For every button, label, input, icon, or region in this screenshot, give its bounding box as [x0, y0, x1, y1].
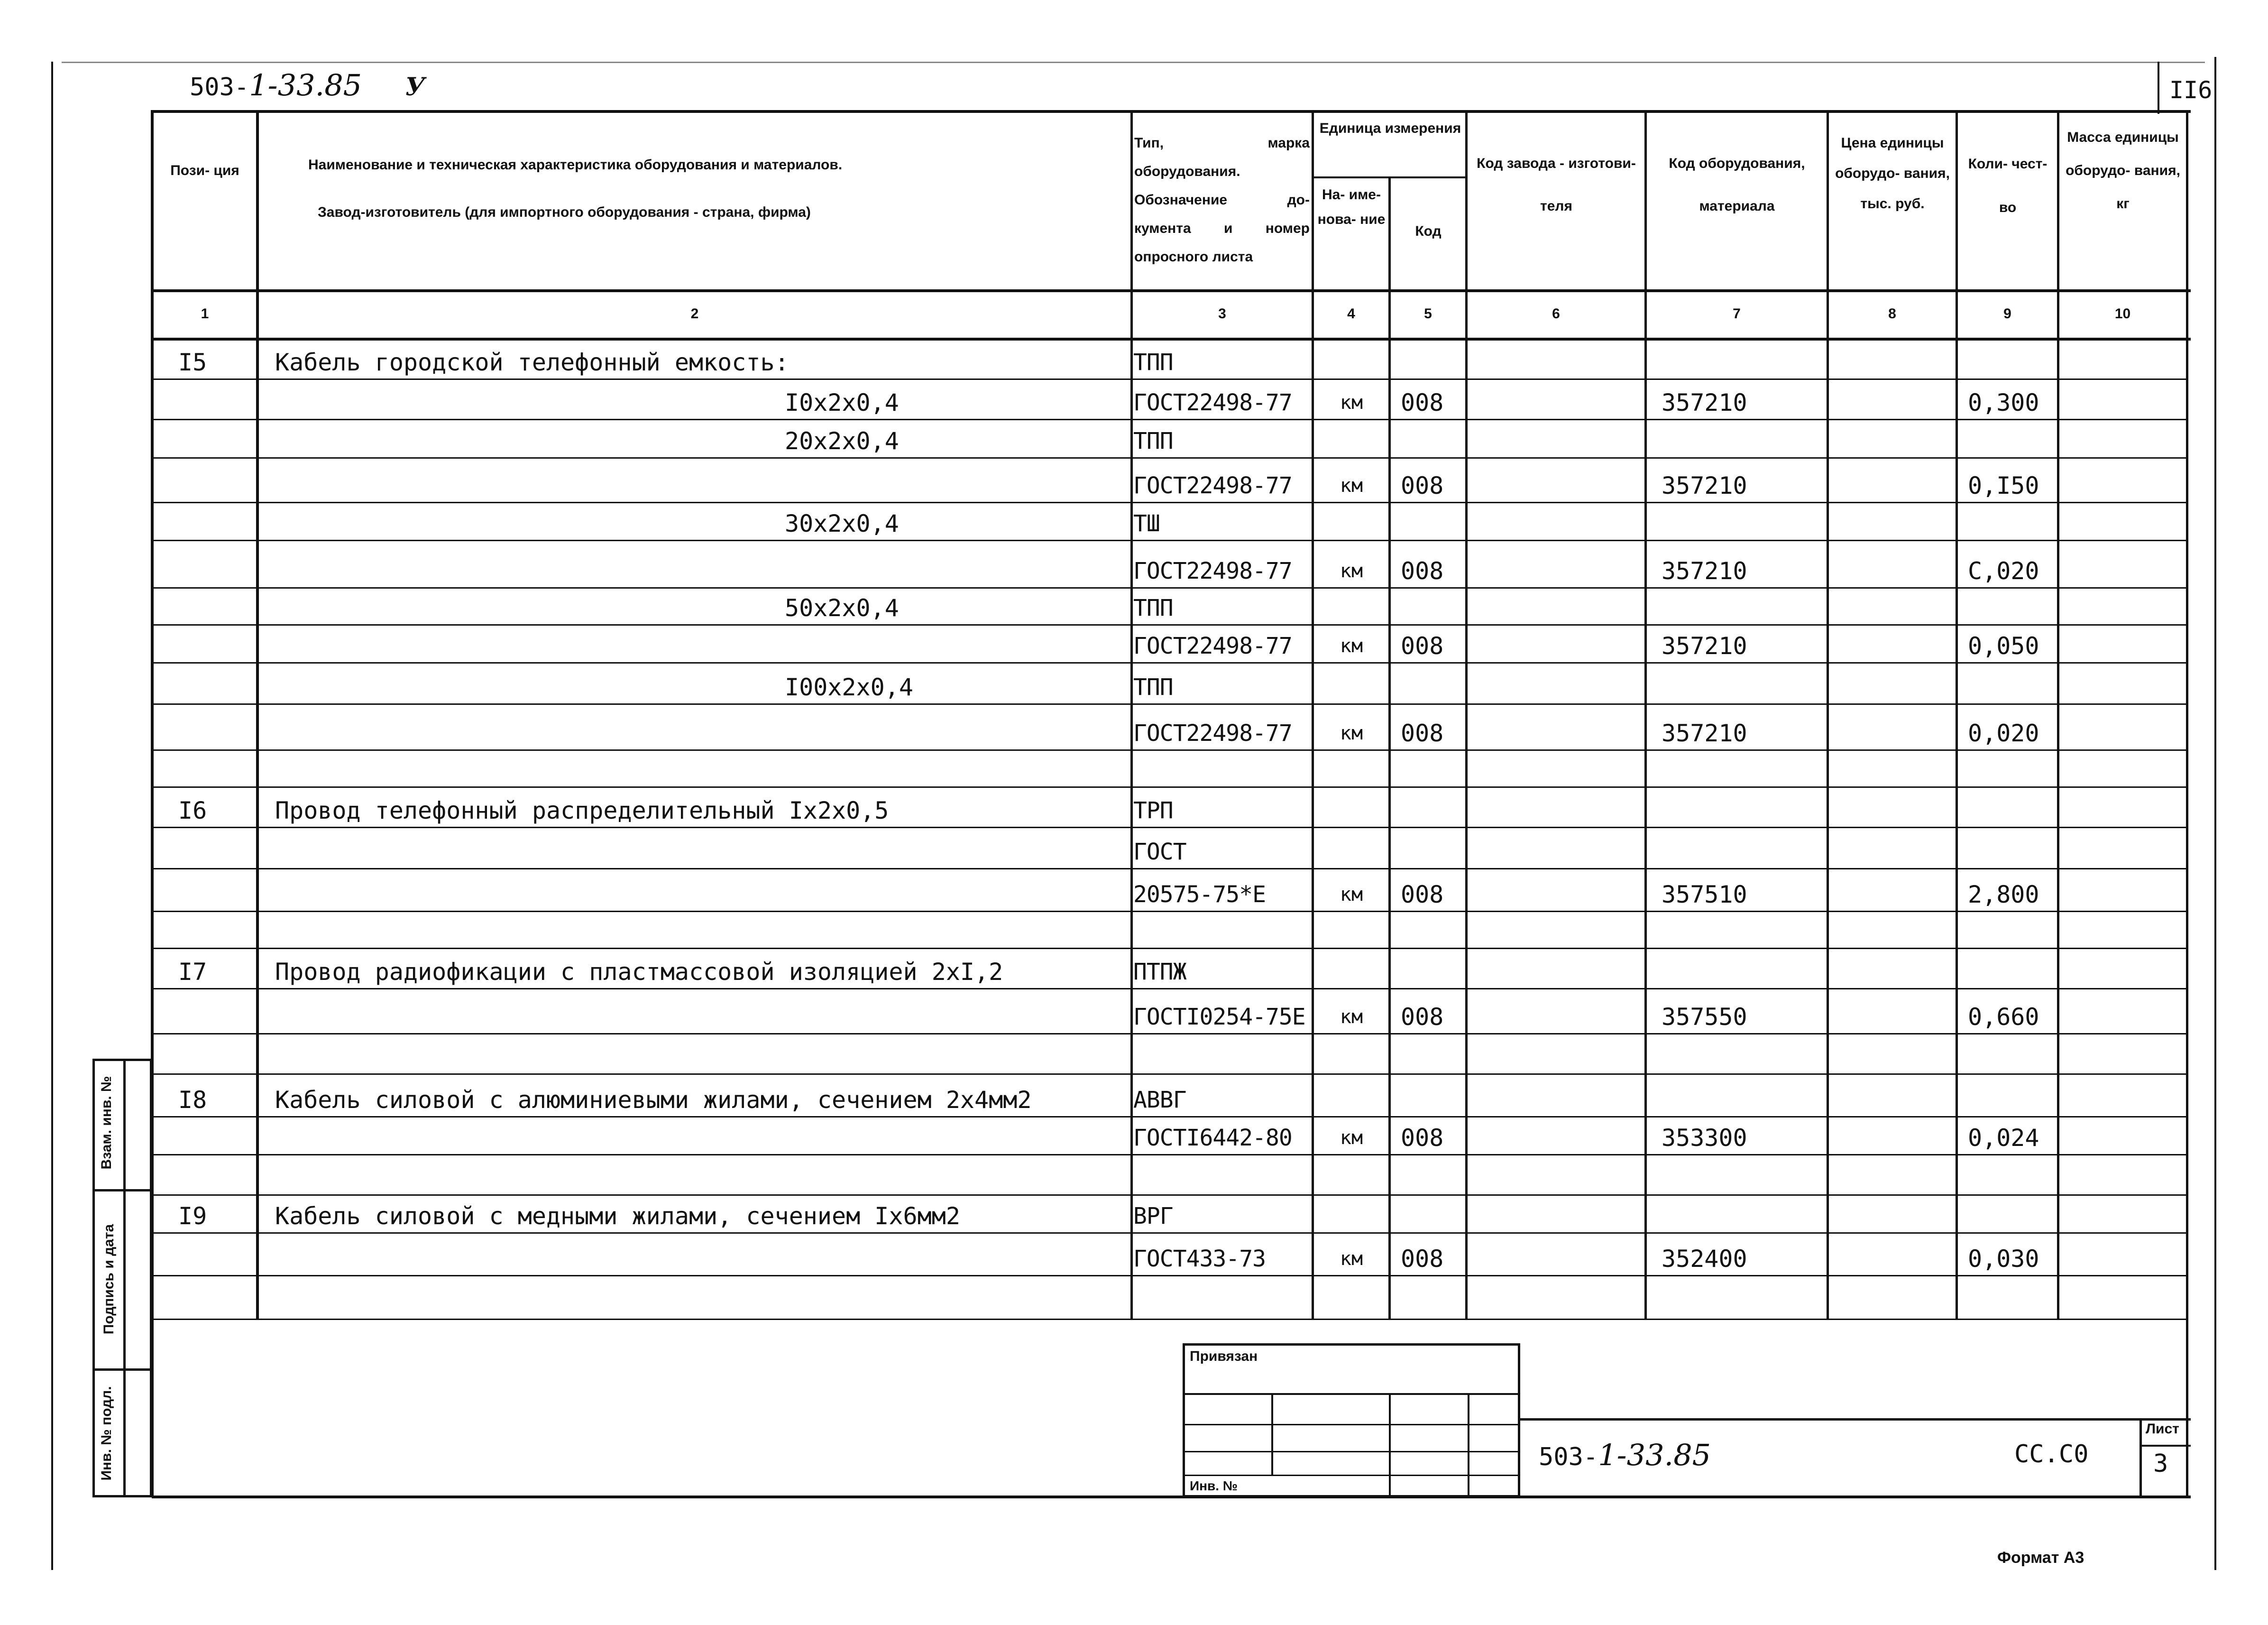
cell-code: 008 [1401, 557, 1444, 585]
cell-name: Кабель силовой с медными жилами, сечением Iх6мм2 [275, 1202, 960, 1230]
inv-label: Инв. № [1190, 1478, 1238, 1493]
header-unit-group: Единица измерения [1319, 120, 1461, 136]
header-col4: На- име- нова- ние [1317, 187, 1386, 227]
row-rule [152, 749, 2186, 751]
col-rule-7 [1827, 110, 1829, 1320]
cell-unit: км [1340, 560, 1363, 582]
cell-qty: 0,050 [1968, 632, 2039, 660]
header-col5: Код [1415, 223, 1442, 239]
cell-pos: I6 [178, 797, 207, 824]
cell-pos: I9 [178, 1202, 207, 1230]
cell-mat: 357550 [1662, 1003, 1747, 1031]
cell-code: 008 [1401, 1124, 1444, 1152]
doc-code-top: 503-1-33.85 У [190, 68, 425, 102]
row-rule [152, 1319, 2186, 1320]
cell-mat: 357210 [1662, 720, 1747, 747]
colnum-5: 5 [1424, 306, 1432, 322]
header-col6: Код завода - изготови- теля [1477, 156, 1636, 214]
sheet-label: Лист [2146, 1421, 2179, 1437]
side-stamp [92, 1059, 152, 1497]
cell-code: 008 [1401, 1245, 1444, 1273]
title-block-top [1520, 1418, 2191, 1421]
row-rule [152, 587, 2186, 589]
cell-unit: км [1340, 1127, 1363, 1149]
cell-type: ТПП [1133, 349, 1173, 376]
row-rule [152, 1194, 2186, 1196]
cell-type: 20575-75*Е [1133, 881, 1266, 908]
colnum-9: 9 [2003, 306, 2011, 322]
row-rule [152, 1073, 2186, 1075]
cell-pos: I7 [178, 958, 207, 986]
cell-name: I0x2x0,4 [785, 389, 899, 416]
row-rule [152, 662, 2186, 664]
frame-top [62, 62, 2205, 63]
col-rule-2 [1130, 110, 1133, 1320]
cell-type: ГОСТ22498-77 [1133, 558, 1292, 584]
header-col2-line2: Завод-изготовитель (для импортного оборудования - страна, фирма) [318, 204, 811, 220]
row-rule [152, 1275, 2186, 1276]
colnum-7: 7 [1733, 306, 1741, 322]
row-rule [152, 624, 2186, 626]
cell-unit: км [1340, 884, 1363, 905]
col-rule-4 [1388, 176, 1391, 1320]
side-stamp-rule-1 [95, 1189, 150, 1191]
cell-mat: 357210 [1662, 632, 1747, 660]
cell-type: ГОСТ22498-77 [1133, 720, 1292, 747]
cell-qty: 2,800 [1968, 881, 2039, 908]
cell-code: 008 [1401, 472, 1444, 499]
row-rule [152, 911, 2186, 912]
cell-qty: 0,300 [1968, 389, 2039, 416]
header-bottom-rule [152, 289, 2191, 292]
cell-unit: км [1340, 1248, 1363, 1270]
row-rule [152, 827, 2186, 828]
row-rule [152, 786, 2186, 788]
format-label: Формат А3 [1997, 1549, 2084, 1567]
cell-name: Кабель силовой с алюминиевыми жилами, сечением 2х4мм2 [275, 1086, 1032, 1114]
cell-qty: 0,660 [1968, 1003, 2039, 1031]
cell-mat: 357210 [1662, 557, 1747, 585]
cell-type: ГОСТI0254-75Е [1133, 1004, 1305, 1030]
col-rule-1 [256, 110, 259, 1320]
cell-code: 008 [1401, 632, 1444, 660]
frame-right [2214, 57, 2216, 1570]
header-col9: Коли- чест- во [1968, 156, 2048, 215]
page-corner-number: II6 [2169, 76, 2213, 104]
colnum-1: 1 [201, 306, 209, 322]
cell-type: ТПП [1133, 428, 1173, 454]
cell-type: ПТПЖ [1133, 959, 1186, 985]
row-rule [152, 457, 2186, 459]
row-rule [152, 1033, 2186, 1034]
col-rule-5 [1465, 110, 1468, 1320]
cell-code: 008 [1401, 881, 1444, 908]
col-rule-8 [1956, 110, 1958, 1320]
cell-mat: 357210 [1662, 472, 1747, 499]
cell-code: 008 [1401, 389, 1444, 416]
header-col8: Цена единицы оборудо- вания, тыс. руб. [1835, 135, 1950, 212]
cell-type: ТРП [1133, 797, 1173, 824]
cell-qty: 0,I50 [1968, 472, 2039, 499]
cell-mat: 352400 [1662, 1245, 1747, 1273]
bound-col-3 [1468, 1393, 1469, 1497]
row-rule [152, 1116, 2186, 1117]
cell-type: АВВГ [1133, 1087, 1186, 1113]
header-col7: Код оборудования, материала [1669, 156, 1805, 214]
cell-type: ТПП [1133, 595, 1173, 621]
cell-type: ГОСТ22498-77 [1133, 472, 1292, 499]
header-col1: Пози- ция [170, 163, 239, 178]
row-rule [152, 379, 2186, 380]
sheet-box [2139, 1418, 2191, 1497]
bound-col-1 [1271, 1393, 1273, 1476]
cell-mat: 357510 [1662, 881, 1747, 908]
cell-name: 50x2x0,4 [785, 594, 899, 622]
cell-mat: 353300 [1662, 1124, 1747, 1152]
cell-name: 20x2x0,4 [785, 427, 899, 455]
col-rule-3 [1312, 110, 1314, 1320]
cell-type: ВРГ [1133, 1203, 1173, 1229]
cell-type: ГОСТ433-73 [1133, 1246, 1266, 1272]
colnum-8: 8 [1888, 306, 1896, 322]
row-rule [152, 419, 2186, 420]
side-stamp-sign-date: Подпись и дата [101, 1224, 117, 1335]
cell-code: 008 [1401, 1003, 1444, 1031]
row-rule [152, 948, 2186, 949]
row-rule [152, 988, 2186, 989]
cell-code: 008 [1401, 720, 1444, 747]
colnum-4: 4 [1347, 306, 1355, 322]
cell-type: ГОСТ22498-77 [1133, 389, 1292, 416]
cell-type: ТПП [1133, 674, 1173, 701]
cell-name: Кабель городской телефонный емкость: [275, 349, 789, 376]
cell-type: ГОСТ22498-77 [1133, 633, 1292, 659]
frame-left [51, 62, 53, 1570]
cell-qty: 0,024 [1968, 1124, 2039, 1152]
sheet-number: 3 [2153, 1450, 2168, 1478]
cell-qty: 0,020 [1968, 720, 2039, 747]
cell-pos: I8 [178, 1086, 207, 1114]
col-rule-10 [2186, 110, 2188, 1497]
numbers-bottom-rule [152, 338, 2191, 341]
colnum-3: 3 [1218, 306, 1226, 322]
cell-pos: I5 [178, 349, 207, 376]
sheet-box-rule [2142, 1445, 2191, 1447]
cell-type: ГОСТI6442-80 [1133, 1125, 1292, 1151]
row-rule [152, 540, 2186, 541]
cell-type: ТШ [1133, 510, 1160, 537]
cell-qty: 0,030 [1968, 1245, 2039, 1273]
cell-name: Провод радиофикации с пластмассовой изоляцией 2хI,2 [275, 958, 1003, 986]
side-stamp-rule-2 [95, 1368, 150, 1371]
cell-mat: 357210 [1662, 389, 1747, 416]
colnum-6: 6 [1552, 306, 1560, 322]
cell-qty: С,020 [1968, 557, 2039, 585]
bound-col-2 [1389, 1393, 1391, 1497]
col-rule-6 [1644, 110, 1647, 1320]
cell-unit: км [1340, 392, 1363, 414]
side-stamp-inv-replace: Взам. инв. № [99, 1076, 114, 1170]
colnum-2: 2 [690, 306, 699, 322]
cell-unit: км [1340, 1006, 1363, 1028]
bound-stamp [1183, 1343, 1520, 1497]
side-stamp-inv-orig: Инв. № подл. [99, 1386, 114, 1481]
row-rule [152, 868, 2186, 869]
cell-name: 30x2x0,4 [785, 510, 899, 537]
side-stamp-divider [123, 1061, 126, 1495]
cell-unit: км [1340, 722, 1363, 744]
cell-name: I00x2x0,4 [785, 674, 913, 701]
col-rule-9 [2057, 110, 2059, 1320]
title-section: СС.С0 [2014, 1440, 2089, 1468]
sheet-bottom-rule [152, 1496, 2191, 1498]
row-rule [152, 1232, 2186, 1234]
corner-divider [2158, 62, 2159, 114]
title-doc-code: 503-1-33.85 [1539, 1438, 1711, 1472]
header-col10: Масса единицы оборудо- вания, кг [2066, 129, 2180, 212]
cell-name: Провод телефонный распределительный Iх2х0,5 [275, 797, 889, 824]
row-rule [152, 1154, 2186, 1155]
cell-type: ГОСТ [1133, 839, 1186, 865]
cell-unit: км [1340, 475, 1363, 497]
table-top-rule [152, 110, 2191, 113]
row-rule [152, 502, 2186, 503]
colnum-10: 10 [2114, 306, 2131, 322]
bound-label: Привязан [1190, 1348, 1258, 1364]
row-rule [152, 703, 2186, 705]
cell-unit: км [1340, 635, 1363, 657]
header-col2-line1: Наименование и техническая характеристика оборудования и материалов. [308, 157, 843, 173]
header-col3: Тип, марка оборудования. Обозначение до- кумента и номер опросного листа [1134, 135, 1310, 265]
